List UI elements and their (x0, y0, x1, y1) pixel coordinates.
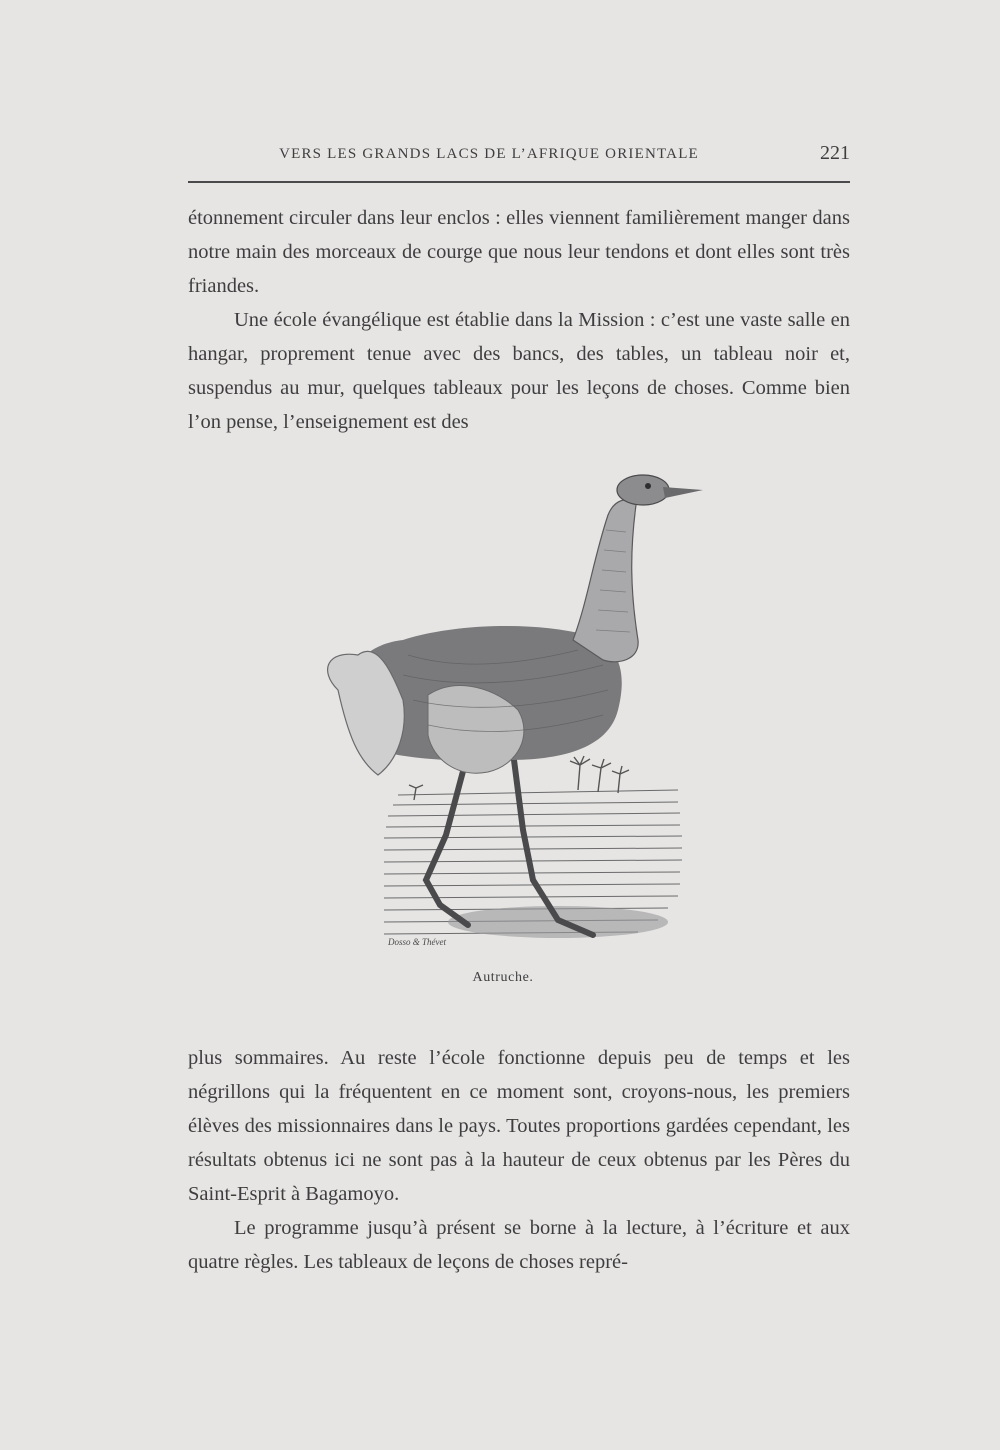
page-number: 221 (820, 142, 850, 164)
running-title: VERS LES GRANDS LACS DE L’AFRIQUE ORIENTALE (279, 146, 699, 162)
header-rule (188, 181, 850, 183)
paragraph: Le programme jusqu’à présent se borne à la lecture, à l’écriture et aux quatre règles. Les tableaux de leçons de choses repré- (188, 1217, 850, 1273)
ostrich-body (328, 626, 622, 775)
ostrich-head (617, 475, 703, 505)
text-block-top (188, 201, 850, 439)
paragraph: Une école évangélique est établie dans la Mission : c’est une vaste salle en hangar, proprement tenue avec des bancs, des tables, un tableau noir et, suspendus au mur, quelques tableaux pour les leçons de choses. Comme bien l’on pense, l’enseignement est des (188, 309, 850, 433)
paragraph: plus sommaires. Au reste l’école fonctionne depuis peu de temps et les négrillons qui la fréquentent en ce moment sont, croyons-nous, les premiers élèves des missionnaires dans le pays. Toutes proportions gardées cependant, les résultats obtenus ici ne sont pas à la hauteur de ceux obtenus par les Pères du Saint-Esprit à Bagamoyo. (188, 1047, 850, 1205)
paragraph: étonnement circuler dans leur enclos : elles viennent familièrement manger dans notre main des morceaux de courge que nous leur tendons et dont elles sont très friandes. (188, 207, 850, 297)
running-header (188, 140, 850, 168)
text-block-bottom (188, 1041, 850, 1279)
figure-caption: Autruche. (472, 970, 534, 985)
ostrich-neck (573, 500, 638, 662)
engraver-signature: Dosso & Thévet (388, 937, 446, 947)
ostrich-illustration (318, 460, 718, 960)
